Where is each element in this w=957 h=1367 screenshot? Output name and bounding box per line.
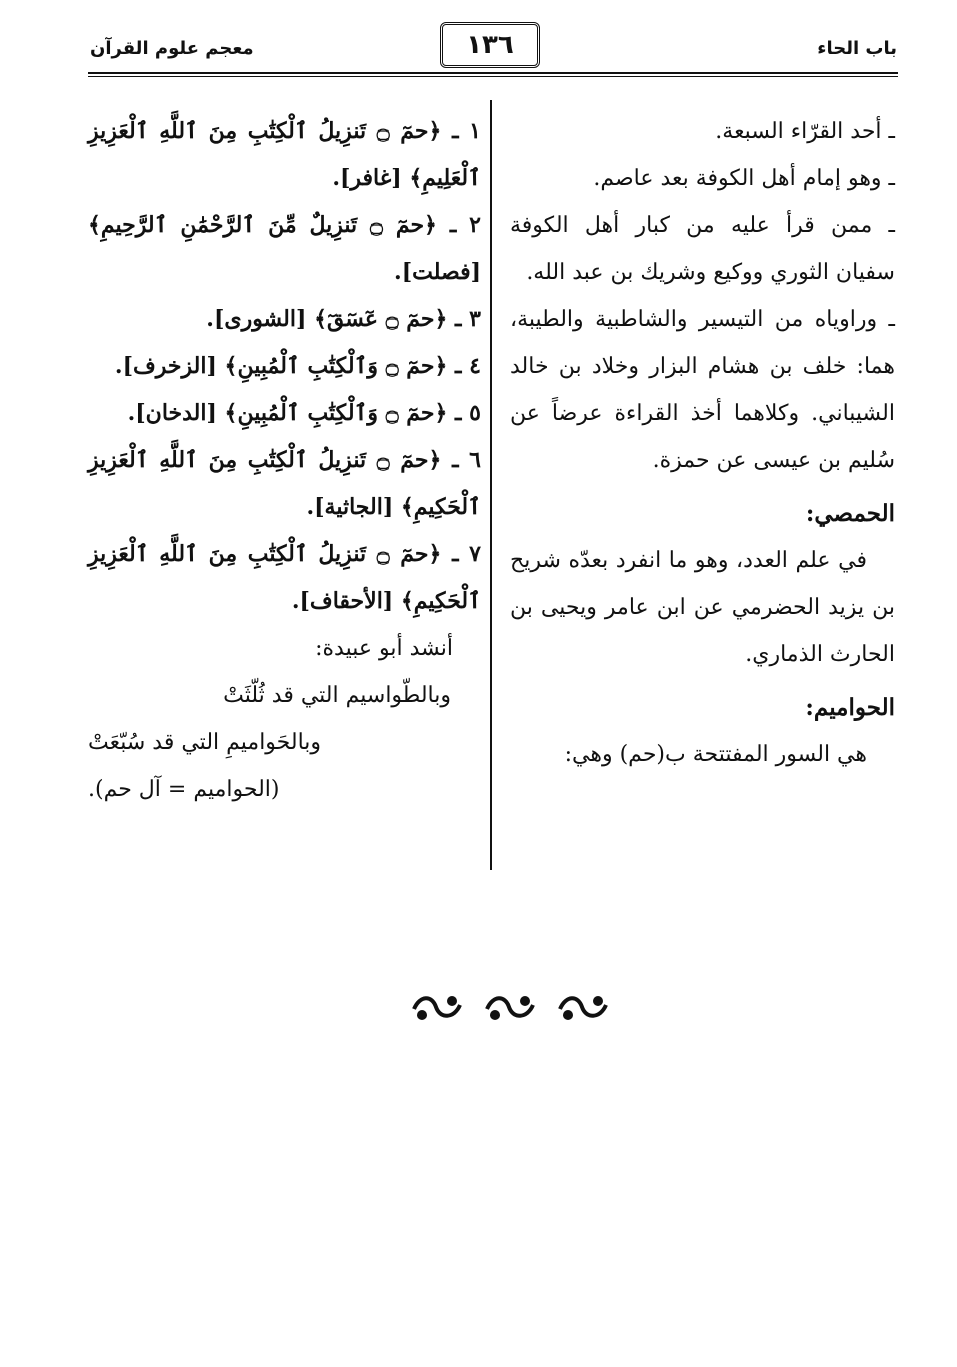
flourish-icon <box>556 991 610 1025</box>
surah-list-item: ٥ ـ ﴿حمٓ ۝ وَٱلْكِتَٰبِ ٱلْمُبِينِ﴾ [الدخان]. <box>127 400 481 426</box>
surah-list-item: ٧ ـ ﴿حمٓ ۝ تَنزِيلُ ٱلْكِتَٰبِ مِنَ ٱللَّهِ ٱلْعَزِيزِ ٱلْحَكِيمِ﴾ [الأحقاف]. <box>88 541 481 614</box>
paragraph: ـ وراوياه من التيسير والشاطبية والطيبة، هما: خلف بن هشام البزار وخلاد بن خالد الشيباني. وكلاهما أخذ القراءة عرضاً عن سُليم بن عيسى عن حمزة. <box>510 307 895 473</box>
paragraph: ـ وهو إمام أهل الكوفة بعد عاصم. <box>593 166 895 191</box>
paragraph: ـ أحد القرّاء السبعة. <box>715 119 895 144</box>
entry-heading-hawamim: الحواميم: <box>805 694 895 721</box>
paragraph: في علم العدد، وهو ما انفرد بعدّه شريح بن يزيد الحضرمي عن ابن عامر ويحيى بن الحارث الذماري. <box>510 548 895 667</box>
paragraph: ـ ممن قرأ عليه من كبار أهل الكوفة سفيان الثوري ووكيع وشريك بن عبد الله. <box>510 213 895 285</box>
book-title: معجم علوم القرآن <box>90 38 254 59</box>
poem-intro: أنشد أبو عبيدة: <box>315 636 453 661</box>
flourish-icon <box>483 991 537 1025</box>
section-end-ornament <box>410 988 610 1028</box>
surah-list-item: ٣ ـ ﴿حمٓ ۝ عٓسٓقٓ﴾ [الشورى]. <box>206 306 481 332</box>
column-divider <box>490 100 492 870</box>
chapter-title: باب الحاء <box>817 38 897 59</box>
left-column <box>88 108 481 813</box>
paragraph: هي السور المفتتحة ب(حم) وهي: <box>564 742 867 767</box>
right-column <box>510 108 895 778</box>
footnote: (الحواميم = آل حم). <box>88 777 280 802</box>
header-rule-thin <box>88 76 898 77</box>
surah-list-item: ٦ ـ ﴿حمٓ ۝ تَنزِيلُ ٱلْكِتَٰبِ مِنَ ٱللَّهِ ٱلْعَزِيزِ ٱلْحَكِيمِ﴾ [الجاثية]. <box>88 447 481 520</box>
entry-heading-homsi: الحمصي: <box>805 500 895 527</box>
poem-line: وبالحَواميمِ التي قد سُبّعَتْ <box>88 730 322 755</box>
surah-list-item: ١ ـ ﴿حمٓ ۝ تَنزِيلُ ٱلْكِتَٰبِ مِنَ ٱللَّهِ ٱلْعَزِيزِ ٱلْعَلِيمِ﴾ [غافر]. <box>88 118 481 191</box>
surah-list-item: ٢ ـ ﴿حمٓ ۝ تَنزِيلٌ مِّنَ ٱلرَّحْمَٰنِ ٱلرَّحِيمِ﴾ [فصلت]. <box>88 212 481 285</box>
page-number: ١٣٦ <box>440 22 540 68</box>
flourish-icon <box>410 991 464 1025</box>
header-rule <box>88 72 898 74</box>
poem-line: وبالطّواسيم التي قد ثُلّثَتْ <box>223 683 451 708</box>
surah-list-item: ٤ ـ ﴿حمٓ ۝ وَٱلْكِتَٰبِ ٱلْمُبِينِ﴾ [الزخرف]. <box>114 353 481 379</box>
